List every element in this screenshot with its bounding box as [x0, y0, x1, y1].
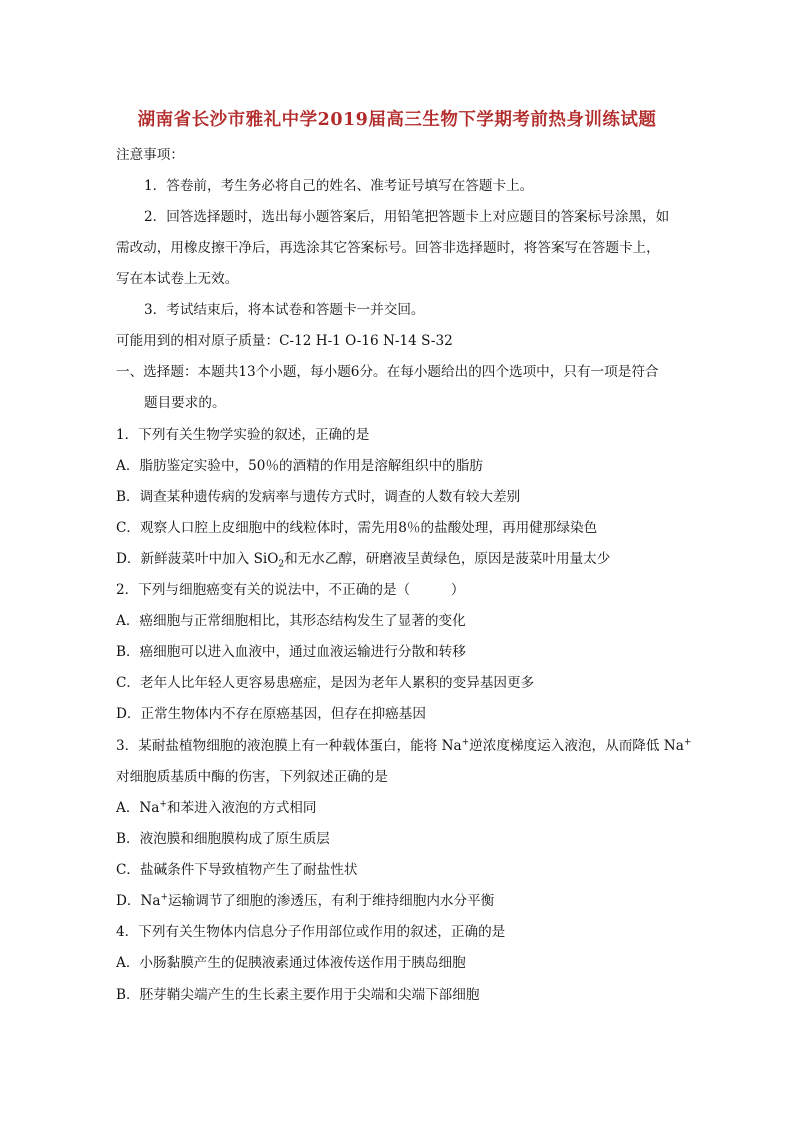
q1-option-c: C．观察人口腔上皮细胞中的线粒体时，需先用8％的盐酸处理，再用健那绿染色	[116, 520, 598, 536]
q1-option-b: B．调查某种遗传病的发病率与遗传方式时，调查的人数有较大差别	[116, 489, 521, 505]
q3-stem-line-2: 对细胞质基质中酶的伤害，下列叙述正确的是	[116, 769, 388, 785]
notice-item-2-line-1: 2．回答选择题时，选出每小题答案后，用铅笔把答题卡上对应题目的答案标号涂黑，如	[144, 209, 670, 225]
q4-option-a: A．小肠黏膜产生的促胰液素通过体液传送作用于胰岛细胞	[116, 955, 466, 971]
notice-item-3: 3．考试结束后，将本试卷和答题卡一并交回。	[144, 302, 425, 318]
q2-option-b: B．癌细胞可以进入血液中，通过血液运输进行分散和转移	[116, 644, 466, 660]
q1-option-d: D．新鲜菠菜叶中加入 SiO$_2$和无水乙醇，研磨液呈黄绿色，原因是菠菜叶用量太少	[116, 551, 611, 570]
q1-stem: 1．下列有关生物学实验的叙述，正确的是	[116, 427, 370, 443]
notice-item-2-line-3: 写在本试卷上无效。	[116, 271, 239, 287]
q4-option-b: B．胚芽鞘尖端产生的生长素主要作用于尖端和尖端下部细胞	[116, 987, 480, 1003]
q3-option-b: B．液泡膜和细胞膜构成了原生质层	[116, 831, 330, 847]
q2-stem: 2．下列与细胞癌变有关的说法中，不正确的是（ ）	[116, 582, 465, 598]
q2-option-c: C．老年人比年轻人更容易患癌症，是因为老年人累积的变异基因更多	[116, 675, 535, 691]
notice-heading: 注意事项：	[116, 147, 184, 163]
q1-option-a: A．脂肪鉴定实验中，50％的酒精的作用是溶解组织中的脂肪	[116, 458, 483, 474]
notice-item-1: 1．答卷前，考生务必将自己的姓名、准考证号填写在答题卡上。	[144, 178, 534, 194]
q2-option-a: A．癌细胞与正常细胞相比，其形态结构发生了显著的变化	[116, 613, 466, 629]
q4-stem: 4．下列有关生物体内信息分子作用部位或作用的叙述，正确的是	[116, 924, 506, 940]
section-1-line-1: 一、选择题：本题共13个小题，每小题6分。在每小题给出的四个选项中，只有一项是符合	[116, 364, 659, 380]
q3-option-c: C．盐碱条件下导致植物产生了耐盐性状	[116, 862, 358, 878]
notice-item-2-line-2: 需改动，用橡皮擦干净后，再选涂其它答案标号。回答非选择题时，将答案写在答题卡上，	[116, 240, 660, 256]
q2-option-d: D．正常生物体内不存在原癌基因，但存在抑癌基因	[116, 706, 426, 722]
q3-option-d: D．Na+运输调节了细胞的渗透压，有利于维持细胞内水分平衡	[116, 892, 495, 909]
page-title: 湖南省长沙市雅礼中学2019届高三生物下学期考前热身训练试题	[137, 110, 657, 130]
atomic-masses: 可能用到的相对原子质量：C-12 H-1 O-16 N-14 S-32	[116, 333, 453, 349]
section-1-line-2: 题目要求的。	[144, 395, 226, 411]
q3-stem-line-1: 3．某耐盐植物细胞的液泡膜上有一种载体蛋白，能将 Na+逆浓度梯度运入液泡，从而降低 Na+	[116, 737, 692, 754]
q3-option-a: A．Na+和苯进入液泡的方式相同	[116, 799, 317, 816]
